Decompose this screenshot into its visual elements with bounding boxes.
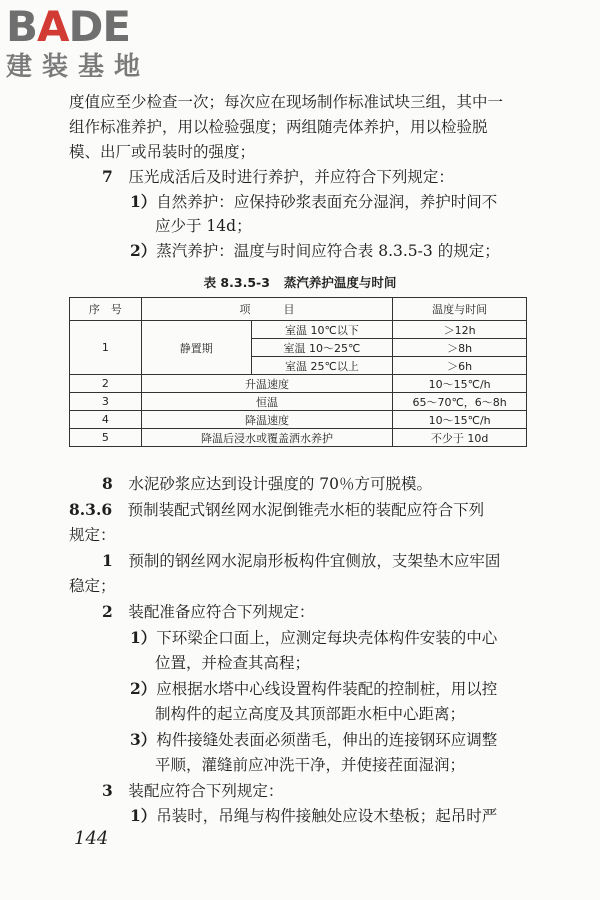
cell-seq: 5	[70, 429, 142, 447]
cell-value: ＞12h	[393, 321, 527, 339]
header-item: 项 目	[141, 298, 392, 321]
header-value: 温度与时间	[393, 298, 527, 321]
cell-value: 10～15℃/h	[393, 375, 527, 393]
clause-2-sub-1-cont: 位置，并检查其高程；	[155, 654, 311, 672]
watermark-logo	[6, 4, 176, 90]
paragraph-line: 度值应至少检查一次；每次应在现场制作标准试块三组，其中一	[69, 93, 504, 111]
cell-seq: 4	[70, 411, 142, 429]
logo-wordmark: BADE	[6, 2, 131, 51]
cell-item: 恒温	[141, 393, 392, 411]
table-row	[70, 393, 527, 411]
cell-condition: 室温 10℃以下	[251, 321, 393, 339]
list-item-7: 7 压光成活后及时进行养护，并应符合下列规定：	[102, 167, 454, 186]
clause-2-sub-2: 2）应根据水塔中心线设置构件装配的控制桩，用以控	[130, 679, 498, 698]
sub-item-2: 2）蒸汽养护：温度与时间应符合表 8.3.5-3 的规定；	[130, 241, 500, 260]
section-8-3-6-cont: 规定：	[69, 526, 116, 544]
page-number: 144	[74, 828, 109, 849]
cell-item: 降温速度	[141, 411, 392, 429]
cell-item: 升温速度	[141, 375, 392, 393]
cell-seq: 1	[70, 321, 142, 375]
clause-1-cont: 稳定；	[69, 577, 116, 595]
sub-item-1: 1）自然养护：应保持砂浆表面充分湿润，养护时间不	[130, 192, 498, 211]
header-seq: 序 号	[70, 298, 142, 321]
clause-3: 3 装配应符合下列规定：	[102, 781, 284, 800]
paragraph-line: 模、出厂或吊装时的强度；	[69, 143, 256, 161]
section-8-3-6: 8.3.6 预制装配式钢丝网水泥倒锥壳水柜的装配应符合下列	[69, 500, 485, 519]
table-row	[70, 321, 527, 339]
sub-item-1-cont: 应少于 14d；	[155, 217, 252, 235]
cell-group: 静置期	[141, 321, 251, 375]
clause-2: 2 装配准备应符合下列规定：	[102, 602, 315, 621]
list-item-8: 8 水泥砂浆应达到设计强度的 70％方可脱模。	[102, 474, 432, 493]
cell-value: 不少于 10d	[393, 429, 527, 447]
clause-2-sub-3-cont: 平顺，灌缝前应冲洗干净，并使接茬面湿润；	[155, 756, 466, 774]
clause-2-sub-2-cont: 制构件的起立高度及其顶部距水柜中心距离；	[155, 705, 466, 723]
clause-1: 1 预制的钢丝网水泥扇形板构件宜侧放，支架垫木应牢固	[102, 551, 501, 570]
cell-seq: 2	[70, 375, 142, 393]
cell-value: ＞6h	[393, 357, 527, 375]
table-caption: 表 8.3.5-3 蒸汽养护温度与时间	[203, 275, 397, 290]
table-row	[70, 411, 527, 429]
table-header-row	[70, 298, 527, 321]
cell-seq: 3	[70, 393, 142, 411]
cell-condition: 室温 25℃以上	[251, 357, 393, 375]
cell-item: 降温后浸水或覆盖洒水养护	[141, 429, 392, 447]
table-row	[70, 429, 527, 447]
curing-table	[69, 297, 527, 447]
clause-3-sub-1: 1）吊装时，吊绳与构件接触处应设木垫板；起吊时严	[130, 806, 498, 825]
cell-condition: 室温 10～25℃	[251, 339, 393, 357]
clause-2-sub-1: 1）下环梁企口面上，应测定每块壳体构件安装的中心	[130, 628, 498, 647]
cell-value: ＞8h	[393, 339, 527, 357]
cell-value: 65～70℃，6～8h	[393, 393, 527, 411]
cell-value: 10～15℃/h	[393, 411, 527, 429]
clause-2-sub-3: 3）构件接缝处表面必须凿毛，伸出的连接钢环应调整	[130, 730, 498, 749]
logo-subtitle: 建装基地	[6, 52, 151, 82]
paragraph-line: 组作标准养护，用以检验强度；两组随壳体养护，用以检验脱	[69, 118, 488, 136]
table-row	[70, 375, 527, 393]
